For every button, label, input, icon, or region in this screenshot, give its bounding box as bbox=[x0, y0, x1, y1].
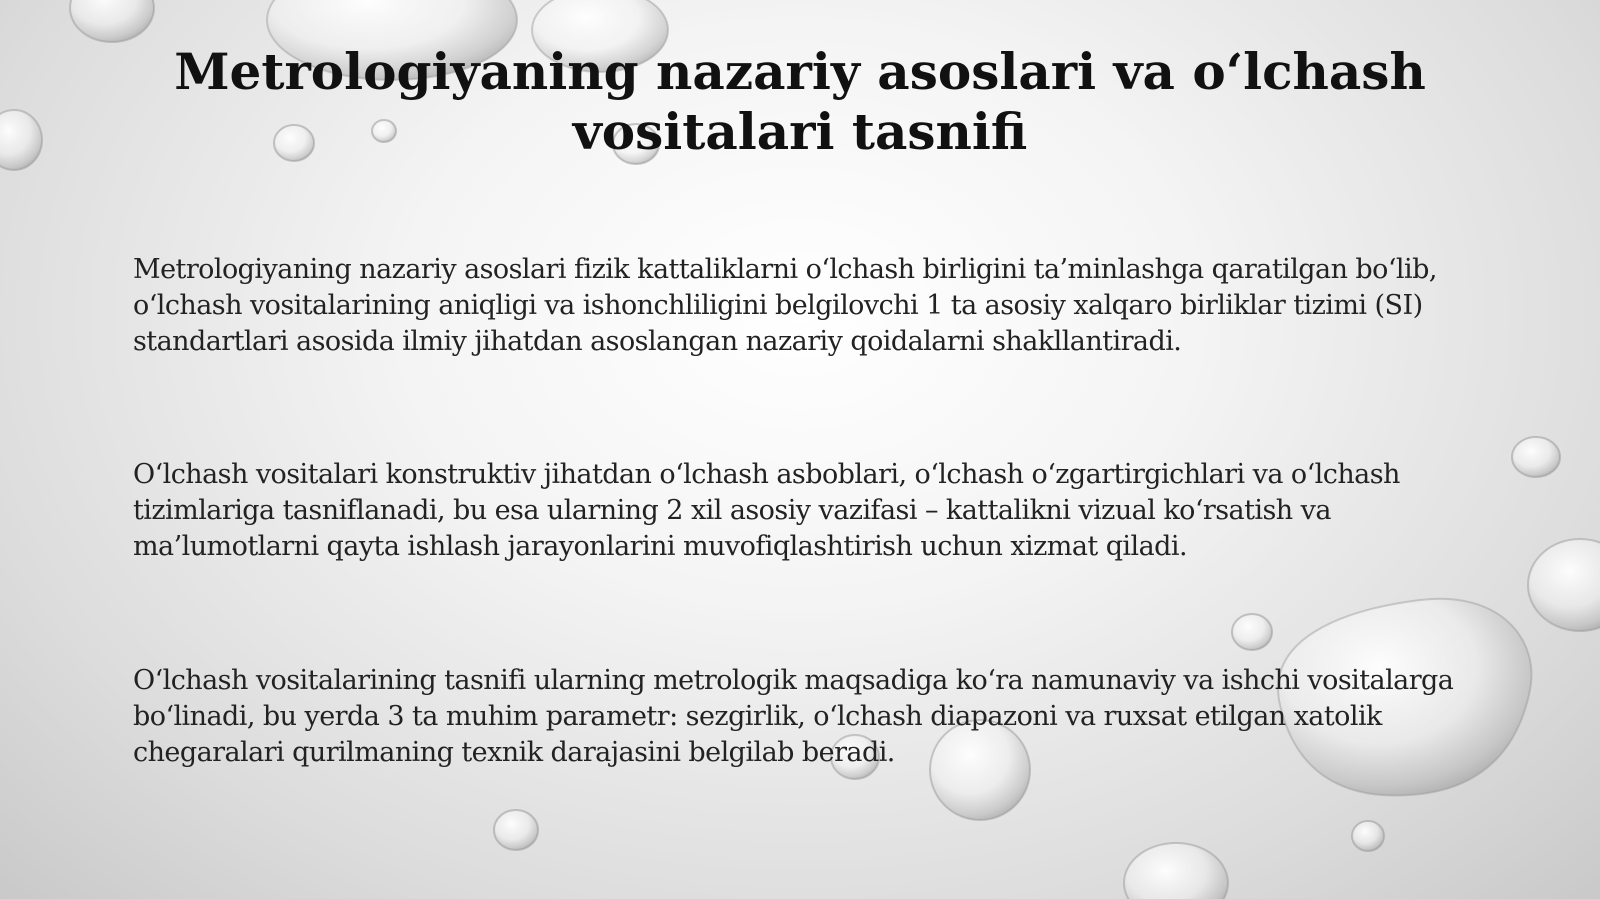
drop bbox=[494, 810, 538, 850]
drop bbox=[1528, 539, 1600, 631]
drop bbox=[1352, 821, 1384, 851]
paragraph-instrument-types: Oʻlchash vositalari konstruktiv jihatdan oʻlchash asboblari, oʻlchash oʻzgartirgichlari va oʻlchash tizimlariga tasniflanadi, bu esa ularning 2 xil asosiy vazifasi – kattalikni vizual koʻrsatish va ma’lumotlarni qayta ishlash jarayonlarini muvofiqlashtirish uchun xizmat qiladi. bbox=[133, 459, 1400, 562]
drop bbox=[0, 110, 42, 170]
drop bbox=[1232, 614, 1272, 650]
slide-title: Metrologiyaning nazariy asoslari va oʻlchash vositalari tasnifi bbox=[174, 42, 1426, 161]
paragraph-classification: Oʻlchash vositalarining tasnifi ularning metrologik maqsadiga koʻra namunaviy va ishchi vositalarga boʻlinadi, bu yerda 3 ta muhim parametr: sezgirlik, oʻlchash diapazoni va ruxsat etilgan xatolik chegaralari qurilmaning texnik darajasini belgilab beradi. bbox=[133, 665, 1454, 768]
drop bbox=[1512, 437, 1560, 477]
drop bbox=[70, 0, 154, 42]
paragraph-si-theory: Metrologiyaning nazariy asoslari fizik kattaliklarni oʻlchash birligini ta’minlashga qaratilgan boʻlib, oʻlchash vositalarining aniqligi va ishonchliligini belgilovchi 1 ta asosiy xalqaro birliklar tizimi (SI) standartlari asosida ilmiy jihatdan asoslangan nazariy qoidalarni shakllantiradi. bbox=[133, 254, 1437, 357]
drop bbox=[1124, 843, 1228, 899]
